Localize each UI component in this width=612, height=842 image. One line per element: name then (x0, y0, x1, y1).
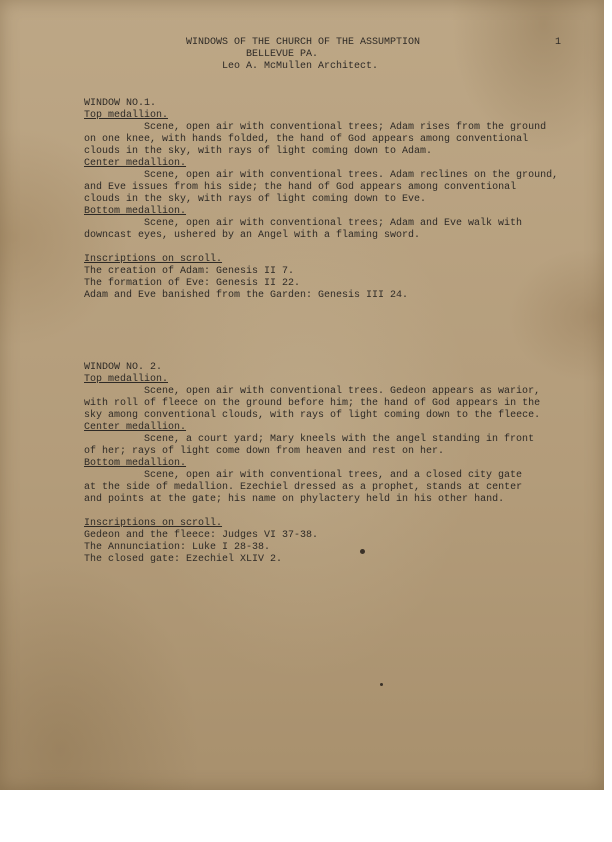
page-number: 1 (555, 37, 562, 48)
window-2-inscription: Gedeon and the fleece: Judges VI 37-38. (84, 530, 319, 541)
window-2-inscriptions-label: Inscriptions on scroll. (84, 518, 223, 529)
window-1-inscriptions-label: Inscriptions on scroll. (84, 254, 223, 265)
window-2-center-text-line: Scene, a court yard; Mary kneels with the angel standing in front (144, 434, 535, 445)
document-location: BELLEVUE PA. (246, 49, 319, 60)
window-1-top-text-line: on one knee, with hands folded, the hand of God appears among conventional (84, 134, 529, 145)
window-1-top-text-line: clouds in the sky, with rays of light coming down to Adam. (84, 146, 433, 157)
window-2-bottom-text-line: at the side of medallion. Ezechiel dressed as a prophet, stands at center (84, 482, 523, 493)
document-title: WINDOWS OF THE CHURCH OF THE ASSUMPTION (186, 37, 421, 48)
window-1-top-text-line: Scene, open air with conventional trees; Adam rises from the ground (144, 122, 547, 133)
window-1-inscription: The formation of Eve: Genesis II 22. (84, 278, 301, 289)
window-1-center-label: Center medallion. (84, 158, 187, 169)
document-architect: Leo A. McMullen Architect. (222, 61, 379, 72)
window-2-center-label: Center medallion. (84, 422, 187, 433)
window-2-inscription: The Annunciation: Luke I 28-38. (84, 542, 271, 553)
window-2-heading: WINDOW NO. 2. (84, 362, 163, 373)
window-1-center-text-line: clouds in the sky, with rays of light coming down to Eve. (84, 194, 427, 205)
window-1-top-label: Top medallion. (84, 110, 169, 121)
window-1-center-text-line: and Eve issues from his side; the hand of God appears among conventional (84, 182, 517, 193)
window-1-bottom-text-line: Scene, open air with conventional trees; Adam and Eve walk with (144, 218, 523, 229)
window-1-heading: WINDOW NO.1. (84, 98, 157, 109)
window-2-bottom-text-line: and points at the gate; his name on phylactery held in his other hand. (84, 494, 505, 505)
window-2-inscription: The closed gate: Ezechiel XLIV 2. (84, 554, 283, 565)
window-2-top-text-line: with roll of fleece on the ground before him; the hand of God appears in the (84, 398, 541, 409)
window-2-bottom-label: Bottom medallion. (84, 458, 187, 469)
window-1-inscription: The creation of Adam: Genesis II 7. (84, 266, 295, 277)
window-2-center-text-line: of her; rays of light come down from heaven and rest on her. (84, 446, 445, 457)
window-2-top-text-line: Scene, open air with conventional trees. Gedeon appears as warior, (144, 386, 541, 397)
window-1-bottom-text-line: downcast eyes, ushered by an Angel with a flaming sword. (84, 230, 421, 241)
window-2-top-text-line: sky among conventional clouds, with rays of light coming down to the fleece. (84, 410, 541, 421)
ink-spot (360, 549, 365, 554)
window-1-inscription: Adam and Eve banished from the Garden: Genesis III 24. (84, 290, 409, 301)
window-1-bottom-label: Bottom medallion. (84, 206, 187, 217)
window-2-top-label: Top medallion. (84, 374, 169, 385)
window-1-center-text-line: Scene, open air with conventional trees. Adam reclines on the ground, (144, 170, 559, 181)
window-2-bottom-text-line: Scene, open air with conventional trees, and a closed city gate (144, 470, 523, 481)
ink-spot (380, 683, 383, 686)
